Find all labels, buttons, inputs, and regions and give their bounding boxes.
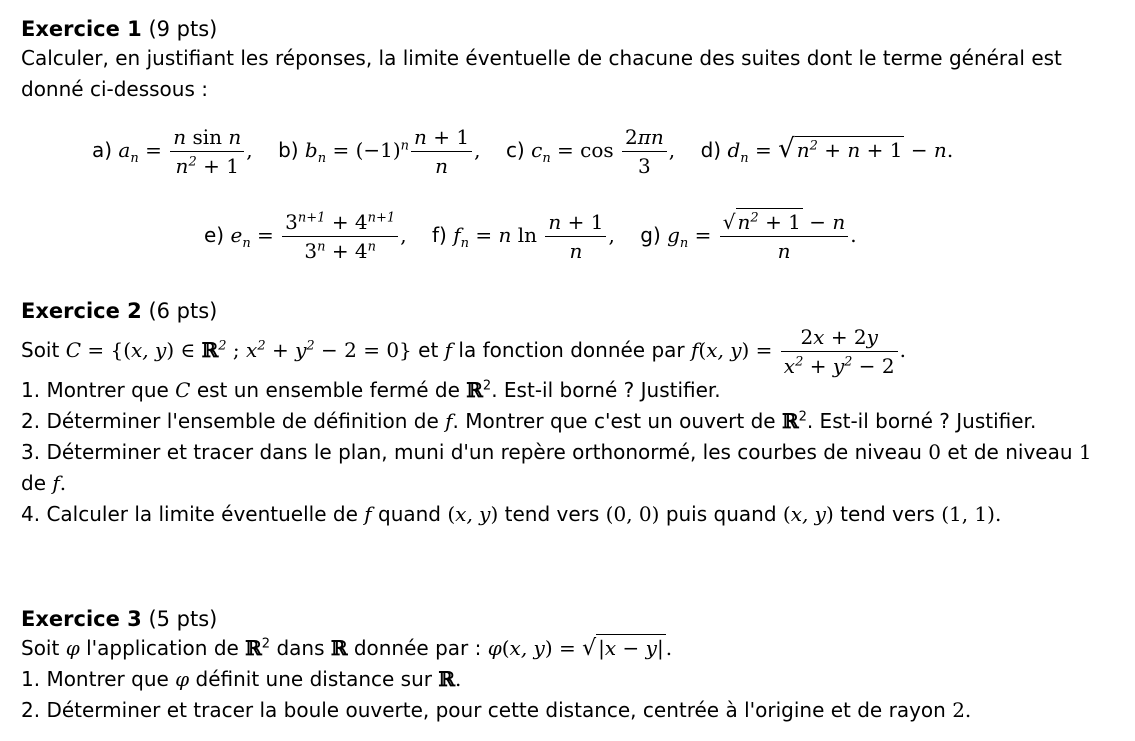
exercise-3-heading: Exercice 3 <box>21 607 142 631</box>
formula-row-abcd <box>92 125 953 178</box>
formula-e: $e_n$ = $\frac{3^{n+1} + 4^{n+1}}{3^n + 4^n}$ , <box>230 210 407 263</box>
exercise-2-question-3-cont: de f. <box>21 471 67 495</box>
formula-c: $c_n = \cos$ $\frac{2\pi n}{3}$ , <box>531 125 676 178</box>
function-phi-definition: φ(x, y) = √ |x − y| . <box>487 636 673 661</box>
exercise-2-question-1: 1. Montrer que C est un ensemble fermé de ℝ$^2$. Est-il borné ? Justifier. <box>21 378 721 402</box>
label-b: b) <box>278 138 299 162</box>
exercise-1-points: (9 pts) <box>148 17 218 41</box>
exercise-3-points: (5 pts) <box>148 607 218 631</box>
formula-g: $g_n$ = $\frac{√ n^2 + 1 - n}{n}$ . <box>667 210 857 263</box>
exercise-3-statement: Soit φ l'application de ℝ$^2$ dans ℝ donnée par : φ(x, y) = √ |x − y| . <box>21 636 673 661</box>
exercise-2-question-2: 2. Déterminer l'ensemble de définition de f. Montrer que c'est un ouvert de ℝ$^2$. Est-il borné ? Justifier. <box>21 409 1037 433</box>
formula-a: $a_n$ = $\frac{\text{n sin n}}{n^2 + 1}$ , <box>118 125 253 178</box>
exercise-2-points: (6 pts) <box>148 299 218 323</box>
exercise-2-question-3: 3. Déterminer et tracer dans le plan, muni d'un repère orthonormé, les courbes de niveau 0 et de niveau 1 <box>21 440 1092 464</box>
label-d: d) <box>700 138 722 162</box>
exercise-2-title <box>21 297 1121 325</box>
label-a: a) <box>92 138 113 162</box>
exercise-3 <box>21 605 1121 726</box>
label-e: e) <box>204 223 225 247</box>
exercise-2-heading: Exercice 2 <box>21 299 142 323</box>
exercise-1-intro-line-2: donné ci-dessous : <box>21 77 208 101</box>
formula-b: $b_n = (-1)^n$ $\frac{n + 1}{n}$ , <box>304 125 481 178</box>
formula-f: $f_n = n$ ln $\frac{n + 1}{n}$ , <box>453 210 615 263</box>
label-g: g) <box>640 223 661 247</box>
exercise-2 <box>21 297 1121 530</box>
exercise-2-statement: Soit C = {(x, y) ∈ ℝ$^2$ ; $x^2 + y^2 - 2 = 0$} et f la fonction donnée par f(x, y) = $\frac{2x + 2y}{x^2 + y^2 - 2}$ . <box>21 325 906 378</box>
formula-d: $d_n$ = √ $n^2 + n + 1 - n$. <box>727 134 954 166</box>
exercise-1-title <box>21 15 1121 43</box>
exercise-2-question-4: 4. Calculer la limite éventuelle de f quand (x, y) tend vers (0, 0) puis quand (x, y) tend vers (1, 1). <box>21 502 1002 526</box>
exercise-1-heading: Exercice 1 <box>21 17 142 41</box>
formula-row-efg <box>204 210 857 263</box>
set-C-definition: C = {(x, y) ∈ ℝ$^2$ ; $x^2 + y^2 - 2 = 0$} <box>65 338 412 362</box>
label-c: c) <box>505 138 525 162</box>
exercise-1-intro-line-1: Calculer, en justifiant les réponses, la limite éventuelle de chacune des suites dont le terme général est <box>21 46 1062 70</box>
label-f: f) <box>432 223 447 247</box>
exercise-3-question-1: 1. Montrer que φ définit une distance sur ℝ. <box>21 667 462 691</box>
exercise-3-title <box>21 605 1121 633</box>
function-f-definition: f(x, y) = $\frac{2x + 2y}{x^2 + y^2 - 2}$ . <box>691 325 906 378</box>
exam-page <box>21 15 1121 105</box>
exercise-3-question-2: 2. Déterminer et tracer la boule ouverte, pour cette distance, centrée à l'origine et de rayon 2. <box>21 698 972 722</box>
